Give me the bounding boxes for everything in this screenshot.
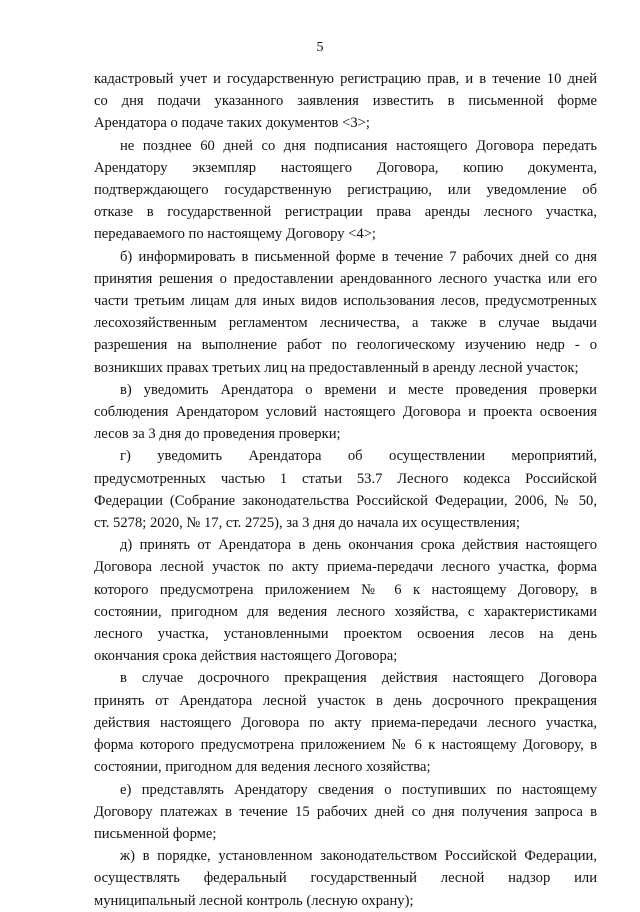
text-line: д) принять от Арендатора в день окончания срока действия настоящего bbox=[120, 537, 597, 554]
document-body bbox=[94, 68, 597, 912]
text-line: Договора лесной участок по акту приема-передачи лесного участка, форма bbox=[94, 559, 597, 576]
text-line: принятия решения о предоставлении арендованного лесного участка или его bbox=[94, 270, 597, 287]
text-line: письменной форме; bbox=[94, 825, 217, 842]
text-line: в) уведомить Арендатора о времени и месте проведения проверки bbox=[120, 381, 597, 398]
text-line: окончания срока действия настоящего Договора; bbox=[94, 648, 398, 665]
page-number: 5 bbox=[316, 40, 324, 55]
text-line: лесного участка, установленными проектом освоения лесов на день bbox=[94, 626, 597, 643]
paragraph-item-zh bbox=[94, 845, 597, 912]
text-line: передаваемого по настоящему Договору <4>; bbox=[94, 226, 376, 243]
text-line: действия настоящего Договора по акту приема-передачи лесного участка, bbox=[94, 714, 597, 731]
text-line: которого предусмотрена приложением № 6 к настоящему Договору, в bbox=[94, 581, 597, 598]
text-line: разрешения на выполнение работ по геологическому изучению недр - о bbox=[94, 337, 597, 354]
text-line: Арендатора о подаче таких документов <3>; bbox=[94, 115, 370, 132]
paragraph-item-d bbox=[94, 534, 597, 667]
paragraph-deadline-60-days bbox=[94, 135, 597, 246]
paragraph-item-e bbox=[94, 779, 597, 846]
text-line: состоянии, пригодном для ведения лесного хозяйства; bbox=[94, 759, 431, 776]
text-line: осуществлять федеральный государственный лесной надзор или bbox=[94, 870, 597, 887]
text-line: Договору платежах в течение 15 рабочих дней со дня получения запроса в bbox=[94, 803, 597, 820]
text-line: муниципальный лесной контроль (лесную охрану); bbox=[94, 892, 414, 909]
text-line: со дня подачи указанного заявления известить в письменной форме bbox=[94, 93, 597, 110]
text-line: е) представлять Арендатору сведения о поступивших по настоящему bbox=[120, 781, 597, 798]
text-line: кадастровый учет и государственную регистрацию прав, и в течение 10 дней bbox=[94, 71, 597, 87]
text-line: в случае досрочного прекращения действия настоящего Договора bbox=[120, 670, 597, 687]
text-line: Федерации (Собрание законодательства Российской Федерации, 2006, № 50, bbox=[94, 492, 597, 509]
text-line: ст. 5278; 2020, № 17, ст. 2725), за 3 дня до начала их осуществления; bbox=[94, 515, 520, 532]
text-line: возникших правах третьих лиц на предоставленный в аренду лесной участок; bbox=[94, 359, 579, 376]
paragraph-item-g bbox=[94, 445, 597, 534]
text-line: предусмотренных частью 1 статьи 53.7 Лесного кодекса Российской bbox=[94, 470, 597, 487]
text-line: б) информировать в письменной форме в течение 7 рабочих дней со дня bbox=[120, 248, 597, 265]
text-line: ж) в порядке, установленном законодательством Российской Федерации, bbox=[120, 848, 597, 865]
text-line: лесов за 3 дня до проведения проверки; bbox=[94, 426, 341, 443]
text-line: Арендатору экземпляр настоящего Договора, копию документа, bbox=[94, 159, 597, 176]
text-line: не позднее 60 дней со дня подписания настоящего Договора передать bbox=[120, 137, 597, 154]
text-line: г) уведомить Арендатора об осуществлении мероприятий, bbox=[120, 448, 597, 465]
text-line: принять от Арендатора лесной участок в день досрочного прекращения bbox=[94, 692, 597, 709]
text-line: соблюдения Арендатором условий настоящего Договора и проекта освоения bbox=[94, 404, 597, 421]
text-line: части третьим лицам для иных видов использования лесов, предусмотренных bbox=[94, 293, 597, 310]
text-line: форма которого предусмотрена приложением № 6 к настоящему Договору, в bbox=[94, 737, 597, 754]
text-line: состоянии, пригодном для ведения лесного хозяйства, с характеристиками bbox=[94, 603, 597, 620]
paragraph-early-termination bbox=[94, 667, 597, 778]
text-line: подтверждающего государственную регистрацию, или уведомление об bbox=[94, 182, 597, 199]
paragraph-continuation bbox=[94, 68, 597, 135]
text-line: лесохозяйственным регламентом лесничества, а также в случае выдачи bbox=[94, 315, 597, 332]
paragraph-item-v bbox=[94, 379, 597, 446]
text-line: отказе в государственной регистрации права аренды лесного участка, bbox=[94, 204, 597, 221]
paragraph-item-b bbox=[94, 246, 597, 379]
